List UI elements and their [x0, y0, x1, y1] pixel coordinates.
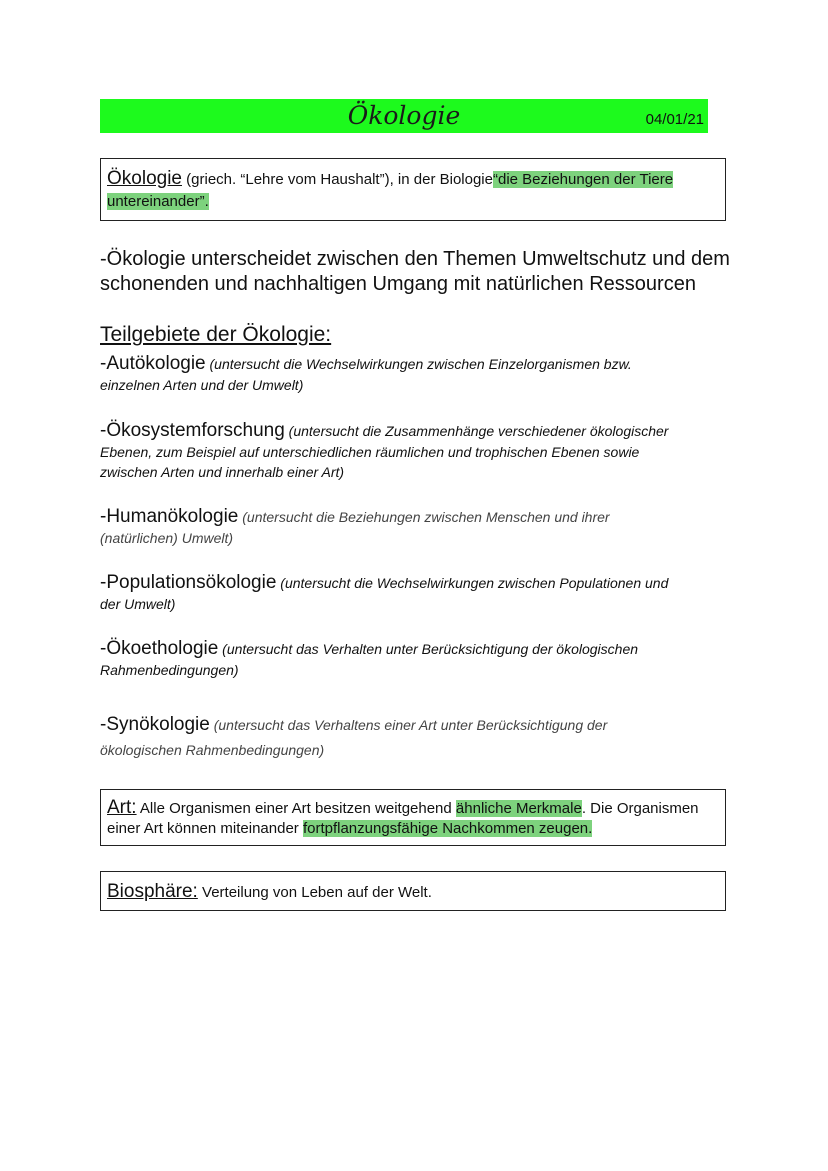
subfield-item [100, 354, 730, 395]
subfield-name: -Autökologie [100, 353, 206, 374]
art-highlight: fortpflanzungsfähige Nachkommen zeugen. [302, 820, 593, 837]
definition-box [100, 158, 726, 221]
title-banner [100, 99, 708, 133]
subfield-desc: (untersucht die Wechselwirkungen zwischen Populationen und [276, 575, 669, 591]
subfield-desc: (natürlichen) Umwelt) [100, 529, 234, 546]
biosphaere-box [100, 871, 726, 911]
intro-paragraph [100, 247, 730, 297]
art-box [100, 789, 726, 846]
subfield-desc: Rahmenbedingungen) [100, 661, 239, 678]
subfields-heading: Teilgebiete der Ökologie: [100, 323, 332, 346]
art-term: Art: [107, 797, 137, 818]
subfield-desc: zwischen Arten und innerhalb einer Art) [100, 464, 345, 480]
subfield-item [100, 712, 730, 763]
definition-term: Ökologie [107, 168, 182, 189]
page-title: Ökologie [347, 101, 461, 130]
definition-highlight-cont: untereinander”. [107, 193, 209, 210]
date-label: 04/01/21 [645, 111, 704, 128]
subfield-desc: (untersucht die Wechselwirkungen zwischen Einzelorganismen bzw. [205, 356, 632, 372]
art-text: Alle Organismen einer Art besitzen weitgehend [136, 800, 456, 817]
biosphaere-text: Verteilung von Leben auf der Welt. [197, 884, 432, 901]
subfield-name: -Ökoethologie [100, 638, 219, 659]
biosphaere-term: Biosphäre: [107, 881, 198, 902]
art-highlight: ähnliche Merkmale [455, 800, 582, 817]
subfield-item [100, 573, 730, 614]
subfield-desc: (untersucht die Zusammenhänge verschiedener ökologischer [284, 423, 669, 439]
art-text: einer Art können miteinander [107, 820, 303, 837]
subfield-item [100, 421, 730, 483]
subfield-name: -Humanökologie [100, 506, 239, 527]
definition-highlight: “die Beziehungen der Tiere [492, 171, 674, 188]
subfield-desc: einzelnen Arten und der Umwelt) [100, 376, 304, 393]
definition-text: (griech. “Lehre vom Haushalt”), in der Biologie [182, 171, 493, 188]
subfield-name: -Populationsökologie [100, 572, 277, 593]
subfield-desc: (untersucht das Verhalten unter Berücksichtigung der ökologischen [218, 641, 639, 657]
subfield-desc: Ebenen, zum Beispiel auf unterschiedlichen räumlichen und trophischen Ebenen sowie [100, 443, 640, 460]
subfield-name: -Synökologie [100, 714, 210, 735]
art-text: . Die Organismen [581, 800, 699, 817]
intro-line: -Ökologie unterscheidet zwischen den Themen Umweltschutz und dem [100, 248, 730, 270]
intro-line: schonenden und nachhaltigen Umgang mit natürlichen Ressourcen [100, 273, 696, 295]
subfield-name: -Ökosystemforschung [100, 420, 285, 441]
subfield-desc: ökologischen Rahmenbedingungen) [100, 742, 325, 758]
subfield-item [100, 507, 730, 548]
subfield-desc: (untersucht das Verhaltens einer Art unter Berücksichtigung der [209, 717, 608, 733]
subfield-item [100, 639, 730, 680]
subfield-desc: (untersucht die Beziehungen zwischen Menschen und ihrer [238, 509, 610, 525]
subfield-desc: der Umwelt) [100, 595, 176, 612]
